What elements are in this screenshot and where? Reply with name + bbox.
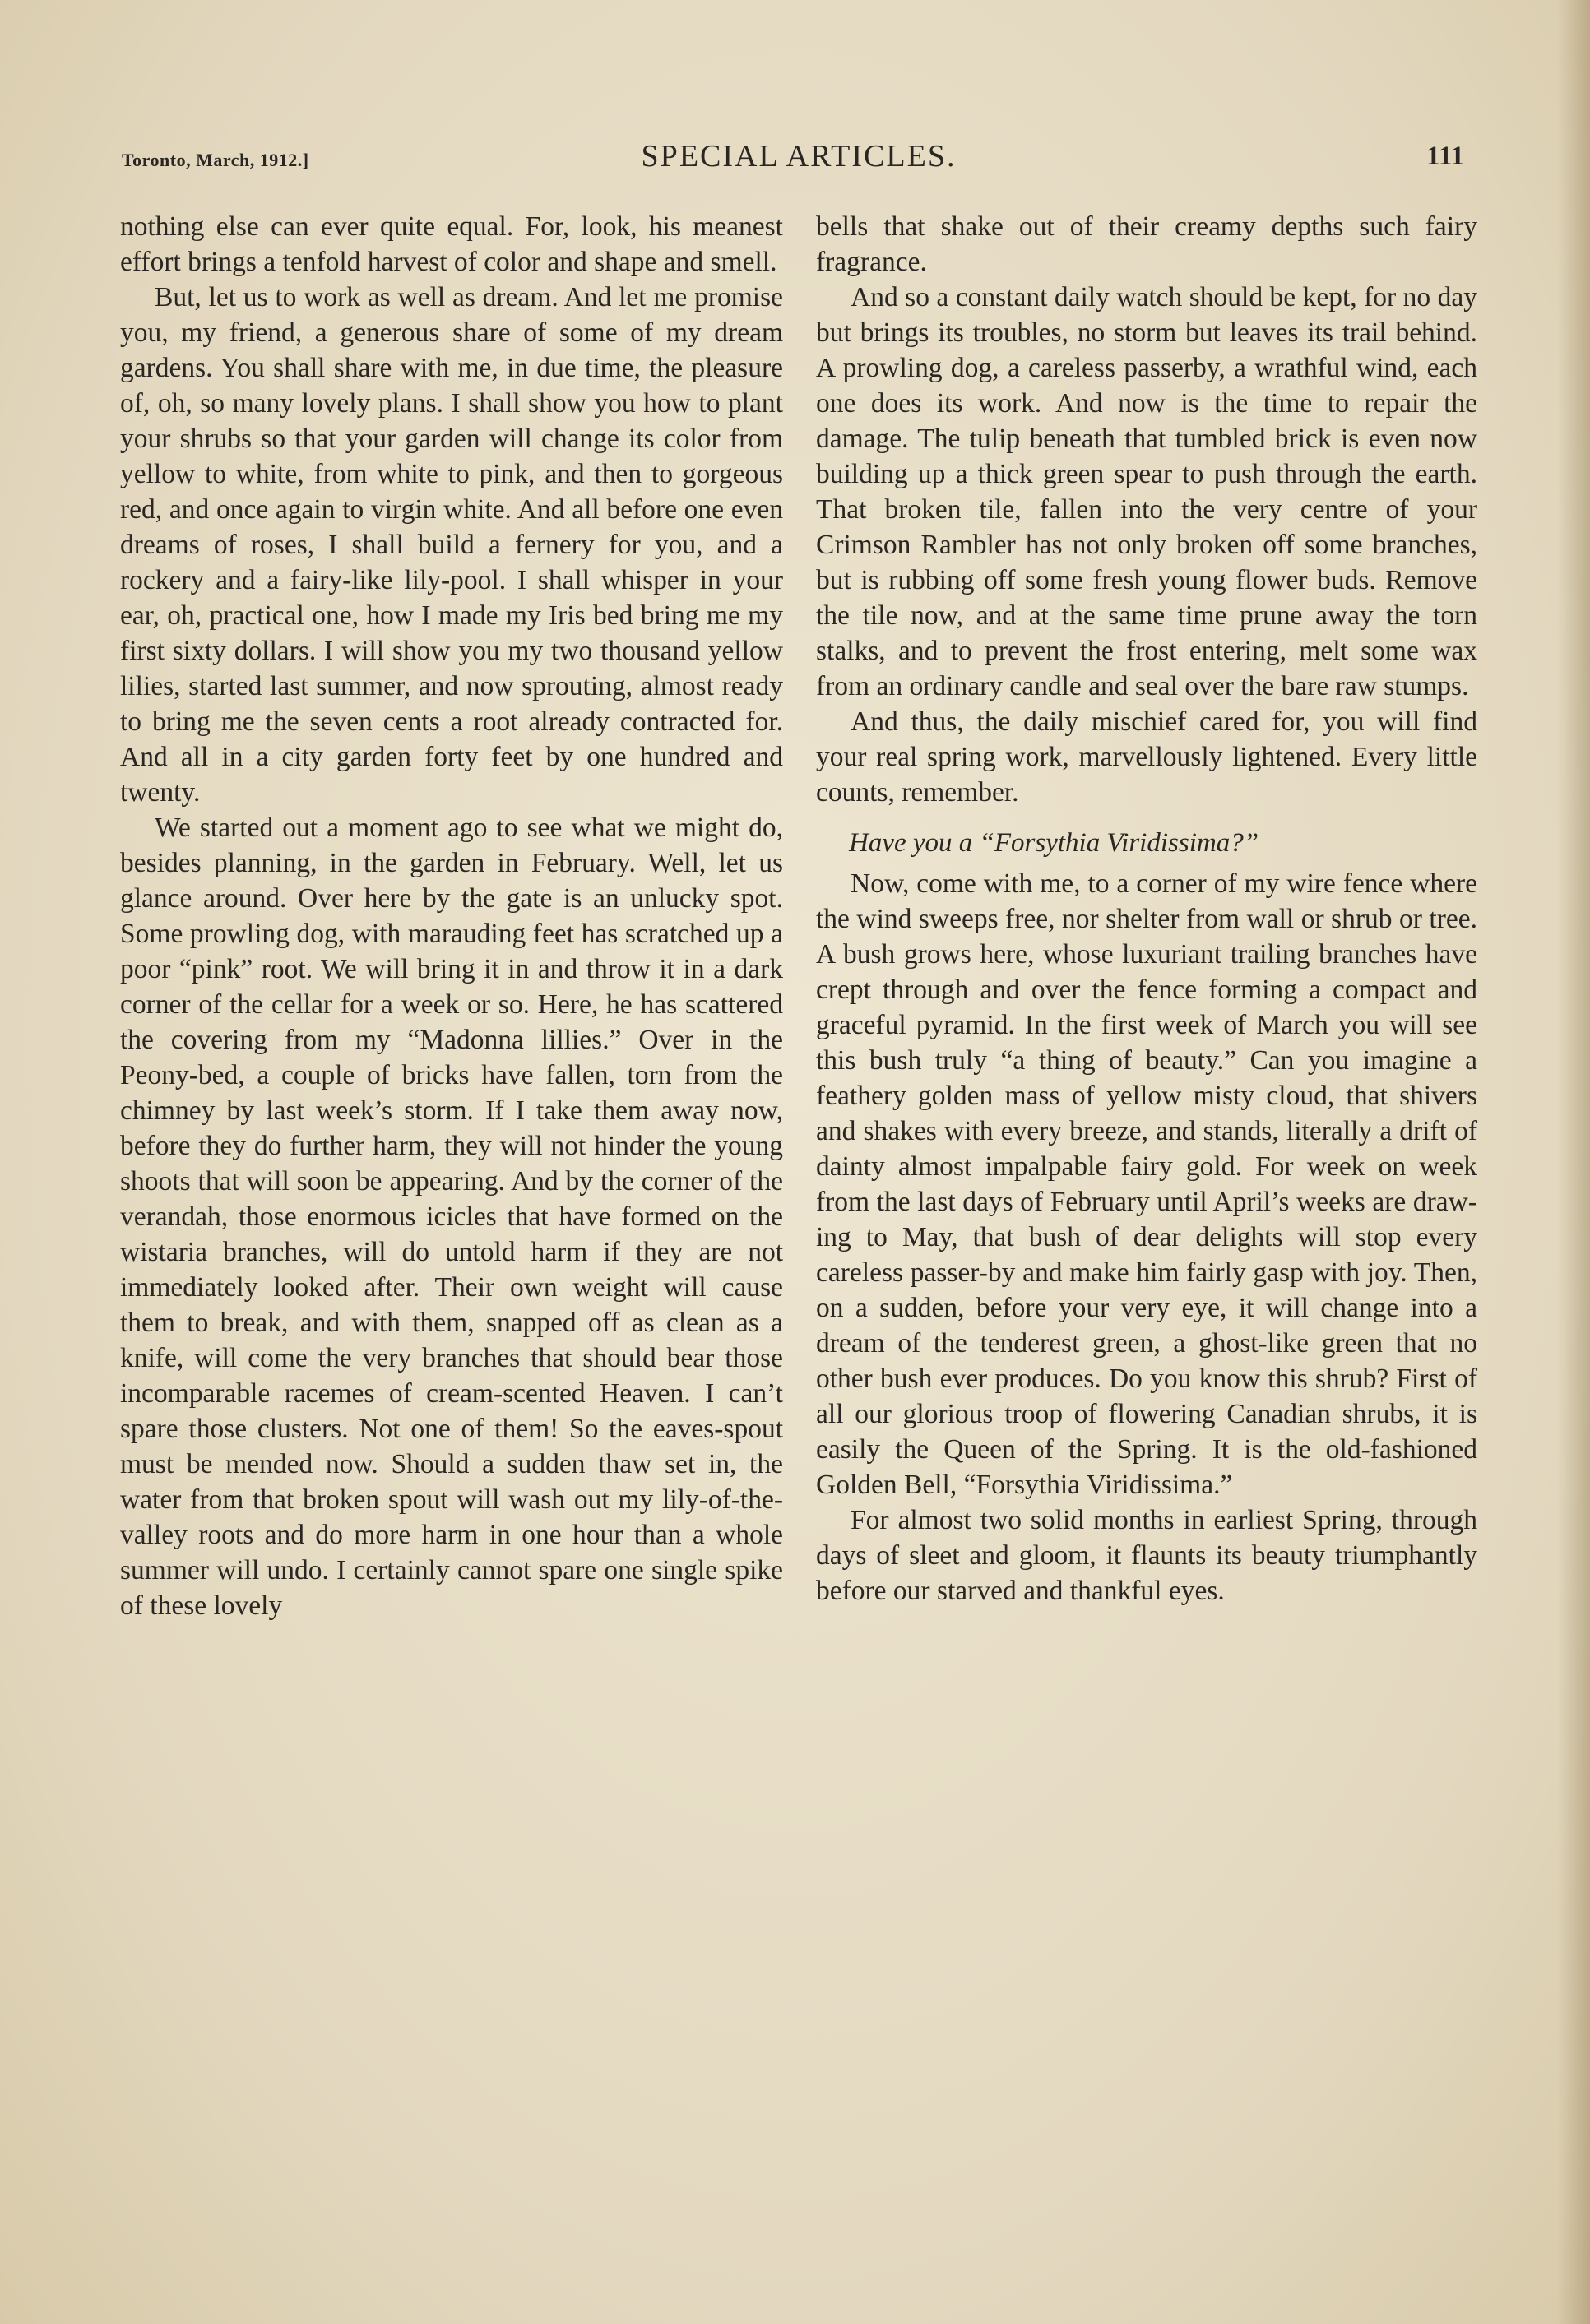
paragraph: For almost two solid months in earliest Spring, through days of sleet and gloom, it flaunts its beauty triumphantly before our starved and thankful eyes. <box>816 1505 1477 1606</box>
page-edge-shadow <box>1557 0 1590 2324</box>
paragraph: Now, come with me, to a corner of my wire fence where the wind sweeps free, nor shelter from wall or shrub or tree. A bush grows here, whose luxuriant trailing branches have crept through and over the fence forming a compact and graceful pyramid. In the first week of March you will see this bush truly “a thing of beauty.” Can you imagine a feathery golden mass of yellow misty cloud, that shivers and shakes with every breeze, and stands, literally a drift of dainty almost impalpable fairy gold. For week on week from the last days of February until April’s weeks are drawing to May, that bush of dear delights will stop every careless passer-by and make him fairly gasp with joy. Then, on a sudden, before your very eye, it will change into a dream of the tenderest green, a ghost-like green that no other bush ever produces. Do you know this shrub? First of all our glorious troop of flowering Canadian shrubs, it is easily the Queen of the Spring. It is the old-fashioned Golden Bell, “Forsythia Viridissima.” <box>816 868 1477 1500</box>
paragraph: But, let us to work as well as dream. And let me promise you, my friend, a generous share of some of my dream gardens. You shall share with me, in due time, the pleasure of, oh, so many lovely plans. I shall show you how to plant your shrubs so that your garden will change its color from yellow to white, from white to pink, and then to gorgeous red, and once again to virgin white. And all before one even dreams of roses, I shall build a fernery for you, and a rockery and a fairy-like lily-pool. I shall whisper in your ear, oh, practical one, how I made my Iris bed bring me my first sixty dollars. I will show you my two thousand yellow lilies, started last summer, and now sprouting, almost ready to bring me the seven cents a root already contracted for. And all in a city garden forty feet by one hundred and twenty. <box>120 282 783 808</box>
subheading: Have you a “Forsythia Viridissima?” <box>849 828 1259 858</box>
place-date: Toronto, March, 1912.] <box>122 150 309 170</box>
paragraph: We started out a moment ago to see what we might do, besides planning, in the garden in February. Well, let us glance around. Over here by the gate is an unlucky spot. Some prowling dog, with marauding feet has scratched up a poor “pink” root. We will bring it in and throw it in a dark corner of the cellar for a week or so. Here, he has scattered the covering from my “Madonna lillies.” Over in the Peony-bed, a couple of bricks have fallen, torn from the chimney by last week’s storm. If I take them away now, before they do further harm, they will not hinder the young shoots that will soon be appearing. And by the corner of the verandah, those enormous icicles that have formed on the wistaria branches, will do untold harm if they are not immediately looked after. Their own weight will cause them to break, and with them, snapped off as clean as a knife, will come the very branches that should bear those incomparable racemes of cream-scented Heaven. I can’t spare those clusters. Not one of them! So the eaves-spout must be mended now. Should a sudden thaw set in, the water from that broken spout will wash out my lily-of-the-valley roots and do more harm in one hour than a whole summer will undo. I certainly cannot spare one single spike of these lovely <box>120 812 783 1621</box>
paragraph: And so a constant daily watch should be kept, for no day but brings its troubles, no storm but leaves its trail behind. A prowling dog, a careless passerby, a wrathful wind, each one does its work. And now is the time to repair the damage. The tulip beneath that tumbled brick is even now building up a thick green spear to push through the earth. That broken tile, fallen into the very centre of your Crimson Rambler has not only broken off some branches, but is rubbing off some fresh young flower buds. Remove the tile now, and at the same time prune away the torn stalks, and to prevent the frost entering, melt some wax from an ordinary candle and seal over the bare raw stumps. <box>816 282 1477 701</box>
left-column <box>120 209 783 1623</box>
paragraph: And thus, the daily mischief cared for, you will find your real spring work, marvellously lightened. Every little counts, remember. <box>816 706 1477 808</box>
running-header <box>122 138 1476 187</box>
section-title: SPECIAL ARTICLES. <box>641 139 957 174</box>
paragraph: bells that shake out of their creamy depths such fairy fragrance. <box>816 211 1477 277</box>
paragraph: nothing else can ever quite equal. For, look, his meanest effort brings a tenfold harvest of color and shape and smell. <box>120 211 783 277</box>
right-column <box>816 209 1477 1609</box>
page-number: 111 <box>1426 141 1464 171</box>
